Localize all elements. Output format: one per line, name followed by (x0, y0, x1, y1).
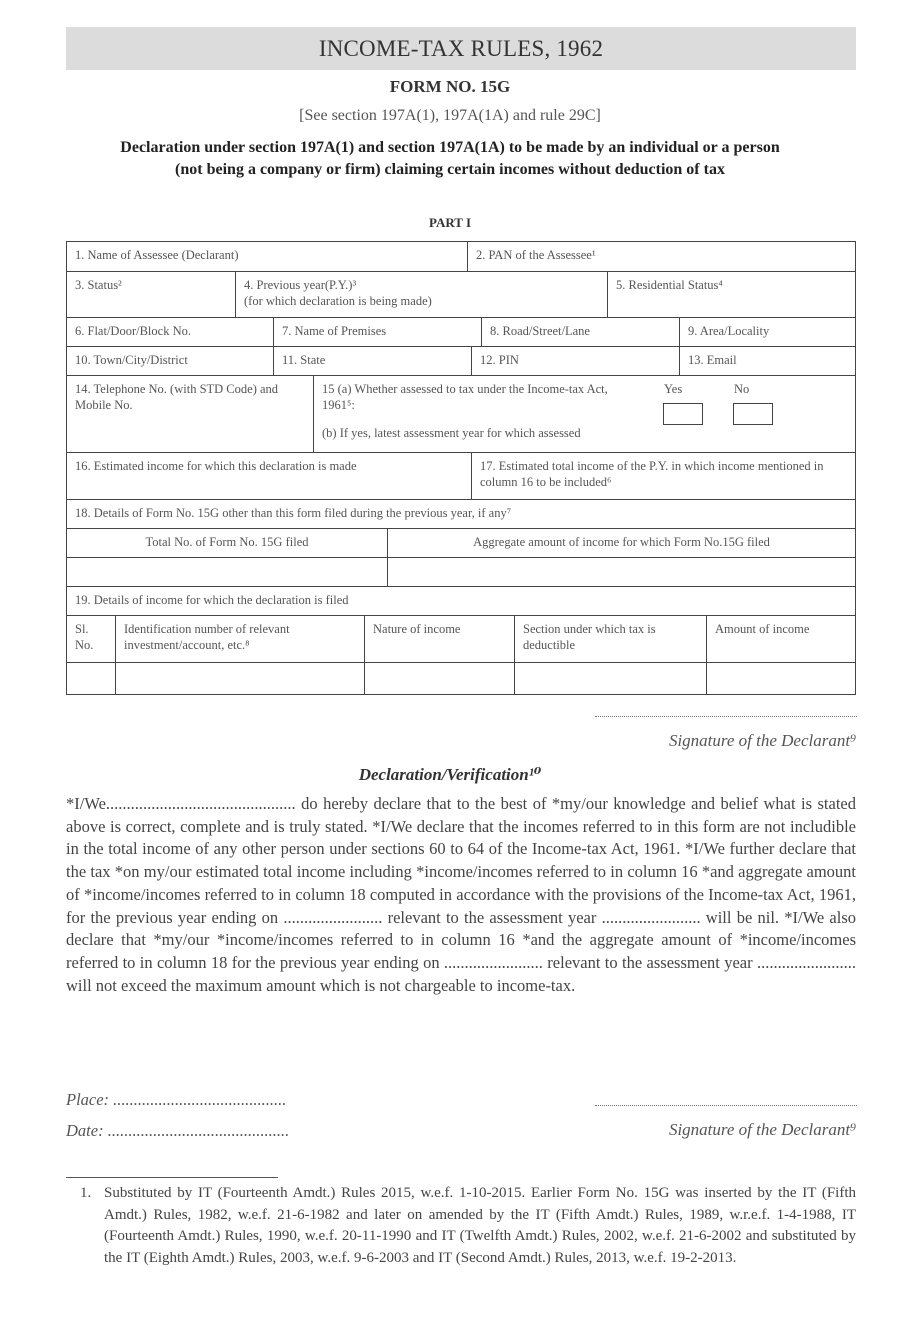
yes-label: Yes (664, 382, 683, 396)
row-form15g-details-heading (66, 499, 856, 529)
field-state[interactable]: 11. State (273, 347, 471, 375)
signature-label-1: Signature of the Declarant⁹ (668, 731, 856, 750)
col-total-forms-filed: Total No. of Form No. 15G filed (145, 535, 309, 549)
field-estimated-total-income[interactable]: 17. Estimated total income of the P.Y. in which income mentioned in column 16 to be included⁶ (471, 453, 855, 499)
input-amount-of-income[interactable] (706, 663, 855, 694)
row-income-columns (66, 615, 856, 663)
row-form15g-columns (66, 528, 856, 558)
field-area-locality[interactable]: 9. Area/Locality (679, 318, 855, 346)
page-title: INCOME-TAX RULES, 1962 (66, 27, 856, 70)
declaration-heading: Declaration/Verification¹⁰ (358, 765, 542, 784)
no-label: No (734, 382, 750, 396)
col-identification-number: Identification number of relevant investment/account, etc.⁸ (115, 616, 364, 662)
input-section[interactable] (514, 663, 706, 694)
field-town-city[interactable]: 10. Town/City/District (75, 353, 188, 367)
row-income-values (66, 662, 856, 695)
no-checkbox[interactable] (733, 403, 773, 425)
row-form15g-values (66, 557, 856, 587)
field-flat-door-block[interactable]: 6. Flat/Door/Block No. (75, 324, 191, 338)
field-pin[interactable]: 12. PIN (471, 347, 679, 375)
signature-line-2 (595, 1105, 857, 1106)
col-aggregate-amount: Aggregate amount of income for which Form No.15G filed (387, 529, 855, 557)
field-estimated-income[interactable]: 16. Estimated income for which this declaration is made (75, 459, 357, 473)
yes-checkbox[interactable] (663, 403, 703, 425)
declaration-title: Declaration under section 197A(1) and section 197A(1A) to be made by an individual or a person (not being a company or firm) claiming certain incomes without deduction of tax (120, 139, 780, 178)
field-residential-status[interactable]: 5. Residential Status⁴ (607, 272, 855, 317)
place-field[interactable]: Place: .......................................... (66, 1090, 287, 1109)
field-email[interactable]: 13. Email (679, 347, 855, 375)
signature-label-2: Signature of the Declarant⁹ (668, 1120, 856, 1139)
part-label: PART I (428, 215, 472, 230)
footnote-text: Substituted by IT (Fourteenth Amdt.) Rules 2015, w.e.f. 1-10-2015. Earlier Form No. 15G was inserted by the IT (Fifth Amdt.) Rules, 1982, w.e.f. 21-6-1982 and later on amended by the IT (Fifth Amdt.) Rules, 1989, w.r.e.f. 1-4-1988, IT (Fourteenth Amdt.) Rules, 1990, w.e.f. 20-11-1990 and IT (Twelfth Amdt.) Rules, 2002, w.e.f. 21-6-2002 and substituted by the IT (Eighth Amdt.) Rules, 2003, w.e.f. 9-6-2003 and IT (Second Amdt.) Rules, 2013, w.e.f. 19-2-2013. (104, 1185, 856, 1266)
field-status[interactable]: 3. Status² (75, 278, 122, 292)
field-name-of-assessee[interactable]: 1. Name of Assessee (Declarant) (75, 248, 239, 262)
col-amount-of-income: Amount of income (706, 616, 855, 662)
form-number: FORM NO. 15G (389, 77, 511, 96)
form15g-details-heading: 18. Details of Form No. 15G other than this form filed during the previous year, if any⁷ (75, 506, 512, 520)
row-name-pan (66, 241, 856, 272)
row-address-2 (66, 346, 856, 376)
signature-line-1 (595, 716, 857, 717)
input-sl-no[interactable] (67, 663, 115, 694)
col-sl-no: Sl. No. (75, 622, 94, 652)
field-telephone[interactable]: 14. Telephone No. (with STD Code) and Mobile No. (75, 382, 279, 412)
input-aggregate-amount[interactable] (387, 558, 855, 586)
row-income-details-heading (66, 586, 856, 616)
footnote-number: 1. (80, 1185, 92, 1201)
income-details-heading: 19. Details of income for which the declaration is filed (75, 593, 349, 607)
section-reference: [See section 197A(1), 197A(1A) and rule 29C] (299, 107, 601, 124)
footnote-rule (66, 1177, 278, 1178)
field-pan[interactable]: 2. PAN of the Assessee¹ (467, 242, 855, 271)
col-nature-of-income: Nature of income (364, 616, 514, 662)
input-nature-of-income[interactable] (364, 663, 514, 694)
declaration-body: *I/We.............................................. do hereby declare that to the best of *my/our knowledge and belief what is stated above is correct, complete and is truly stated. *I/We declare that the incomes referred to in this form are not includible in the total income of any other person under sections 60 to 64 of the Income-tax Act, 1961. *I/We further declare that the tax *on my/our estimated total income including *income/incomes referred to in column 16 *and aggregate amount of *income/incomes referred to in column 18 computed in accordance with the provisions of the Income-tax Act, 1961, for the previous year ending on ........................ relevant to the assessment year ........................ will be nil. *I/We also declare that *my/our *income/incomes referred to in column 16 *and the aggregate amount of *income/incomes referred to in column 18 for the previous year ending on ........................ relevant to the assessment year ........................ will not exceed the maximum amount which is not chargeable to income-tax. (66, 794, 856, 995)
field-assessed-to-tax: 15 (a) Whether assessed to tax under the Income-tax Act, 1961⁵: (b) If yes, latest assessment year for which assessed (313, 376, 855, 452)
row-address-1 (66, 317, 856, 347)
row-estimated-income (66, 452, 856, 500)
row-status (66, 271, 856, 318)
footnote (80, 1183, 856, 1269)
col-section: Section under which tax is deductible (514, 616, 706, 662)
date-field[interactable]: Date: ............................................ (66, 1121, 290, 1140)
row-telephone-assessed (66, 375, 856, 453)
input-identification-number[interactable] (115, 663, 364, 694)
field-previous-year[interactable]: 4. Previous year(P.Y.)³ (for which declaration is being made) (235, 272, 607, 317)
field-road-street[interactable]: 8. Road/Street/Lane (481, 318, 679, 346)
input-total-forms-filed[interactable] (67, 558, 387, 586)
field-name-of-premises[interactable]: 7. Name of Premises (273, 318, 481, 346)
